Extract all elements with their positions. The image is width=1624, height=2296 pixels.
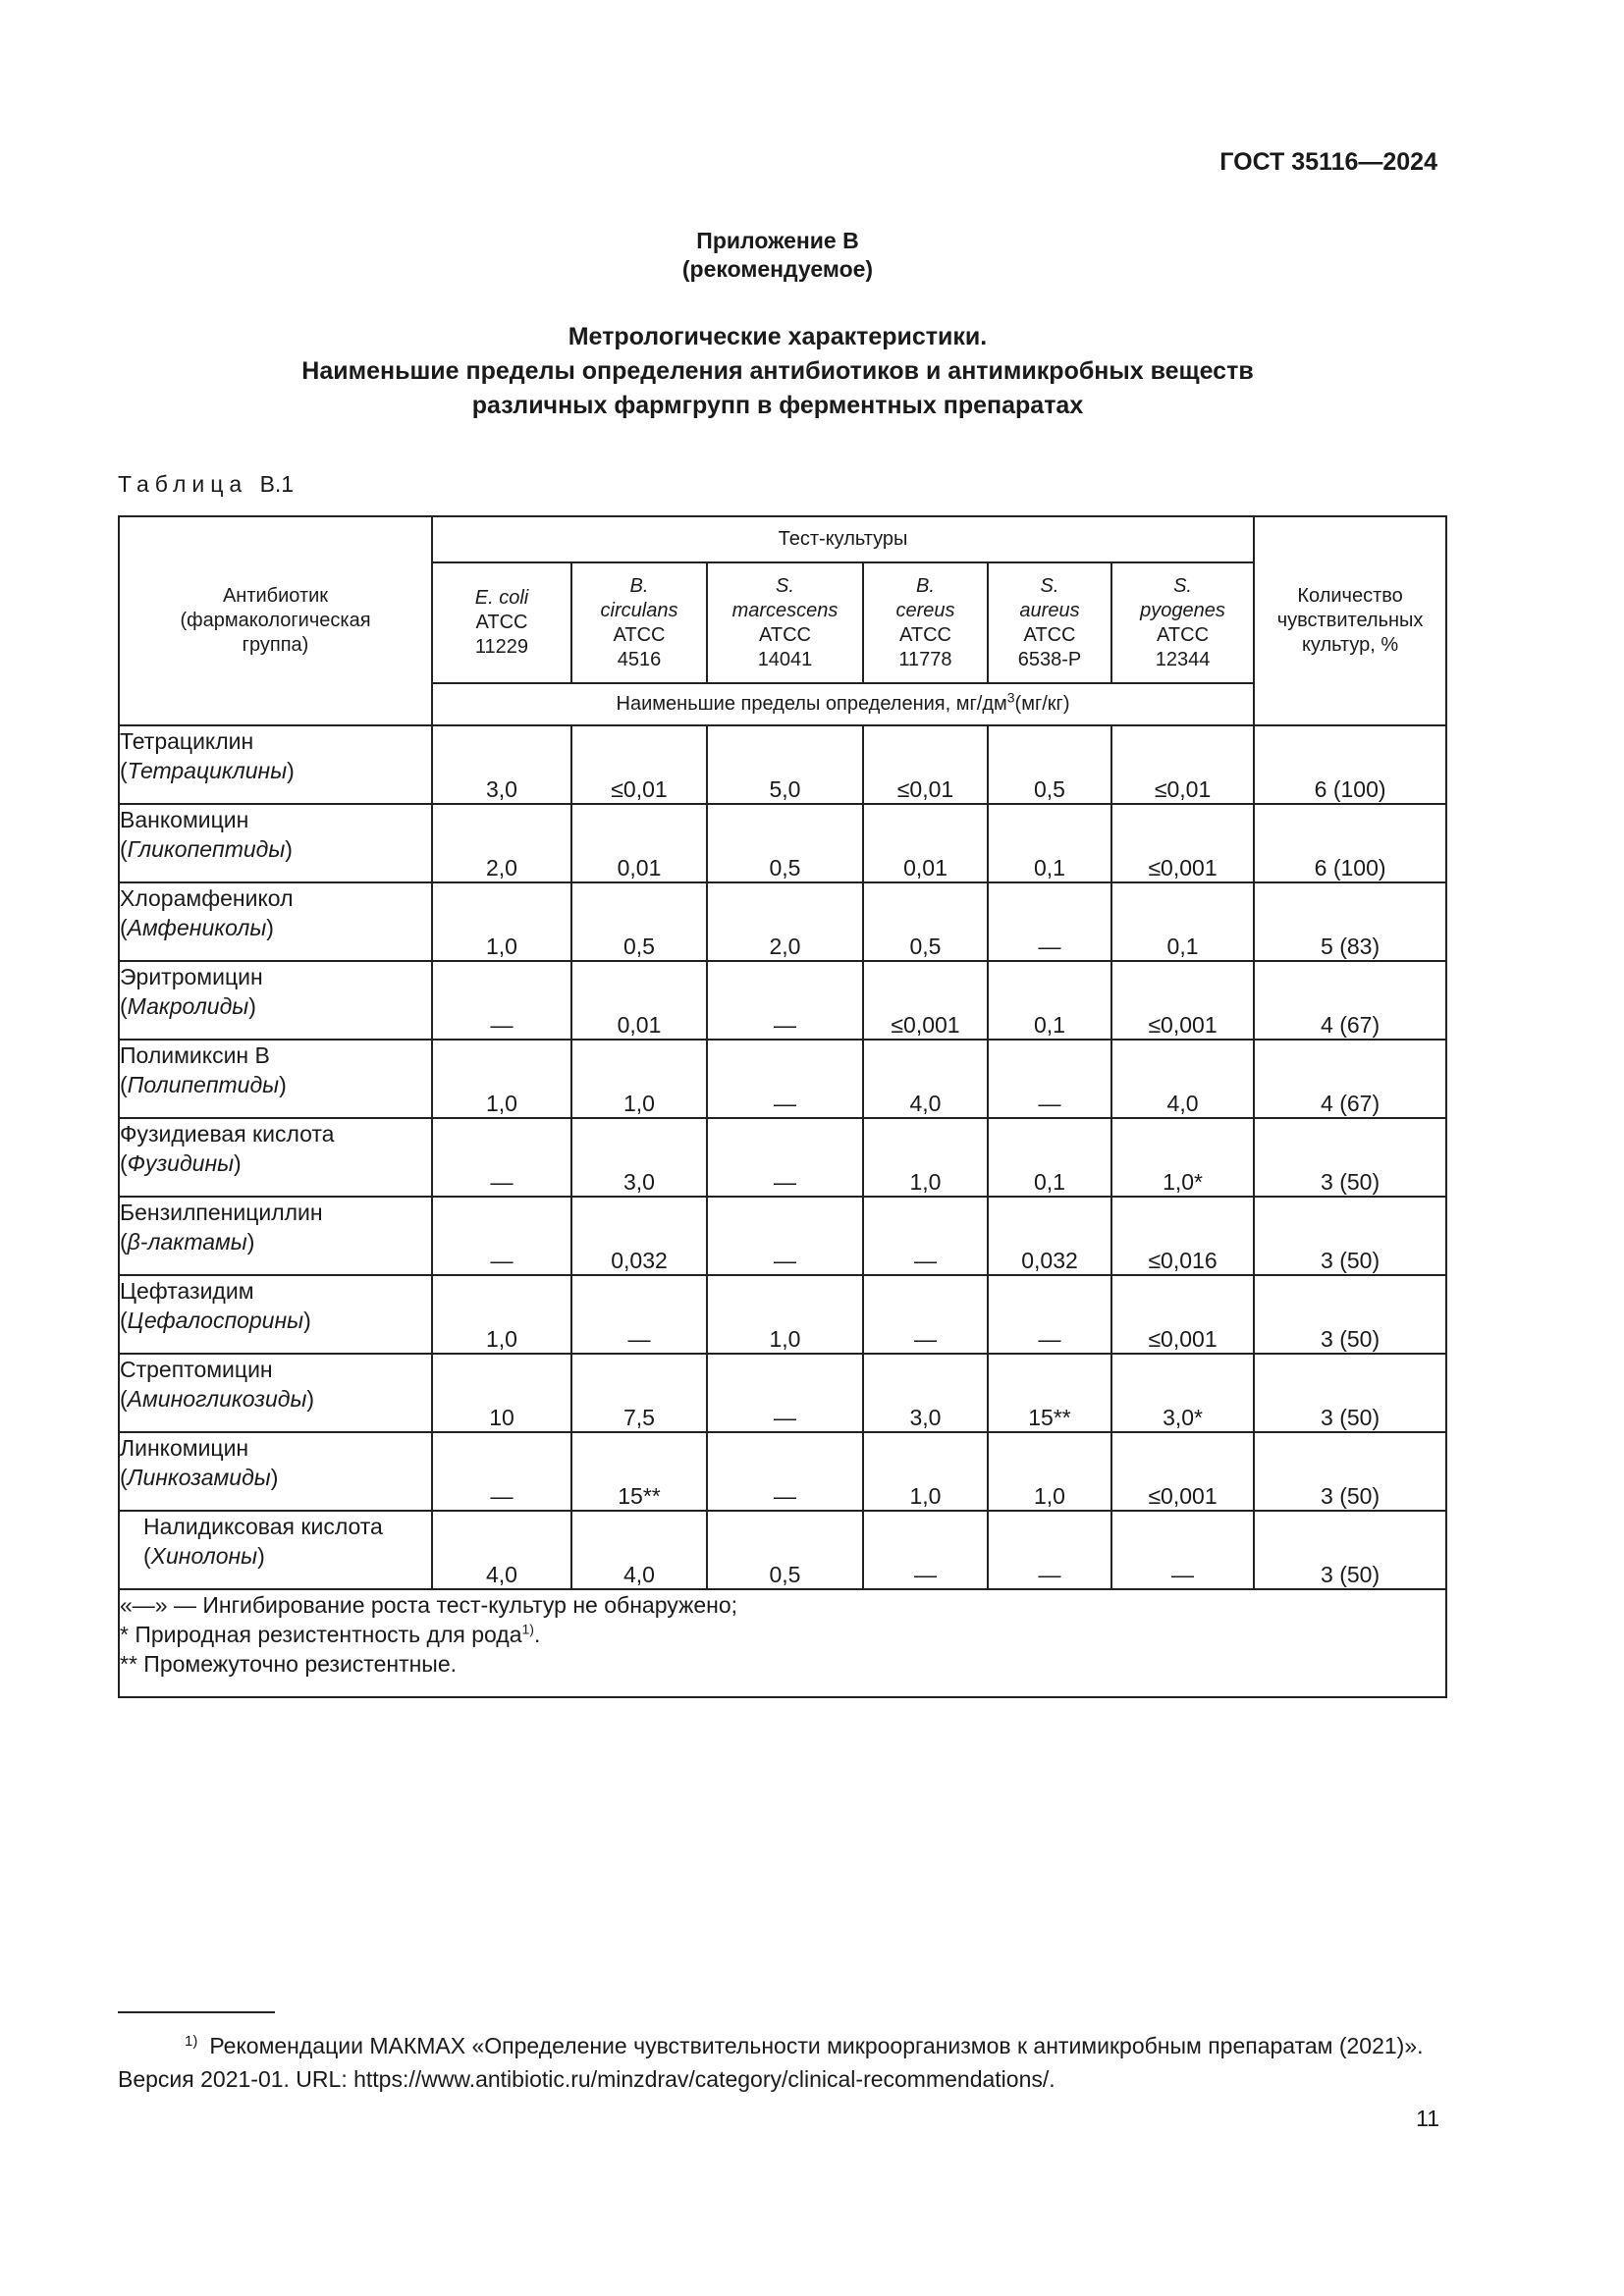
limit-value-cell: 15**	[571, 1432, 707, 1511]
antibiotic-group: (Аминогликозиды)	[120, 1386, 315, 1412]
table-label	[118, 471, 294, 498]
table-row	[119, 961, 1446, 1040]
sensitive-count-cell: 3 (50)	[1254, 1432, 1446, 1511]
limit-value-cell: —	[432, 961, 571, 1040]
antibiotic-group: (Гликопептиды)	[120, 836, 293, 862]
antibiotic-cell	[119, 804, 432, 882]
antibiotic-name: Полимиксин В	[120, 1042, 270, 1068]
sensitive-count-cell: 6 (100)	[1254, 804, 1446, 882]
antibiotic-name: Бензилпенициллин	[120, 1200, 323, 1225]
limit-value-cell: —	[988, 1511, 1111, 1589]
antibiotic-group: (Амфениколы)	[120, 915, 274, 940]
table-body	[119, 725, 1446, 1589]
limit-value-cell: ≤0,01	[1111, 725, 1254, 804]
limit-value-cell: ≤0,001	[1111, 961, 1254, 1040]
limit-value-cell: 0,032	[571, 1197, 707, 1275]
header-culture-e-coli: E. coli ATCC 11229	[432, 562, 571, 683]
antibiotic-group: (Цефалоспорины)	[120, 1308, 311, 1333]
antibiotic-cell	[119, 1118, 432, 1197]
antibiotic-cell	[119, 882, 432, 961]
header-antibiotic: Антибиотик (фармакологическая группа)	[119, 516, 432, 725]
limit-value-cell: 0,5	[707, 804, 863, 882]
limit-value-cell: 0,1	[988, 804, 1111, 882]
antibiotic-name: Фузидиевая кислота	[120, 1121, 335, 1147]
antibiotic-group: (Макролиды)	[120, 993, 256, 1019]
limit-value-cell: —	[707, 1197, 863, 1275]
sensitive-count-cell: 3 (50)	[1254, 1275, 1446, 1354]
antibiotic-cell	[119, 1511, 432, 1589]
limit-value-cell: 2,0	[707, 882, 863, 961]
limit-value-cell: 4,0	[432, 1511, 571, 1589]
limit-value-cell: 0,1	[988, 1118, 1111, 1197]
limit-value-cell: ≤0,01	[571, 725, 707, 804]
limit-value-cell: 0,01	[863, 804, 988, 882]
antibiotic-cell	[119, 725, 432, 804]
limit-value-cell: ≤0,001	[1111, 804, 1254, 882]
limit-value-cell: —	[863, 1511, 988, 1589]
limit-value-cell: —	[988, 1275, 1111, 1354]
antibiotic-group: (Фузидины)	[120, 1150, 242, 1176]
antibiotic-name: Стрептомицин	[120, 1357, 273, 1382]
page-number: 11	[1416, 2106, 1439, 2131]
table-label-word: Таблица	[118, 471, 248, 497]
antibiotic-group: (β-лактамы)	[120, 1229, 255, 1255]
table-row	[119, 882, 1446, 961]
annex-status: (рекомендуемое)	[681, 256, 874, 282]
antibiotic-cell	[119, 961, 432, 1040]
annex-title: Приложение В	[696, 228, 859, 253]
limit-value-cell: 10	[432, 1354, 571, 1432]
header-detection-limits: Наименьшие пределы определения, $мг/дм^3(мг/кг)$	[432, 683, 1254, 725]
limit-value-cell: ≤0,016	[1111, 1197, 1254, 1275]
table-row	[119, 725, 1446, 804]
footnote-text: Рекомендации МАКМАХ «Определение чувствительности микроорганизмов к антимикробным препаратам (2021)». Версия 2021-01. URL: https://www.antibiotic.ru/minzdrav/category/clinical-recommendations/.	[118, 2033, 1424, 2092]
limit-value-cell: 0,5	[863, 882, 988, 961]
antibiotic-name: Линкомицин	[120, 1435, 249, 1461]
limit-value-cell: —	[988, 882, 1111, 961]
limit-value-cell: —	[863, 1275, 988, 1354]
limit-value-cell: 3,0	[432, 725, 571, 804]
sensitive-count-cell: 6 (100)	[1254, 725, 1446, 804]
limit-value-cell: 1,0	[988, 1432, 1111, 1511]
note-intermediate-resistance: ** Промежуточно резистентные.	[120, 1651, 458, 1677]
limit-value-cell: 1,0	[707, 1275, 863, 1354]
title-line: различных фармгрупп в ферментных препаратах	[471, 392, 1084, 419]
limit-value-cell: 2,0	[432, 804, 571, 882]
table-row	[119, 1118, 1446, 1197]
limit-value-cell: —	[707, 1432, 863, 1511]
sensitive-count-cell: 3 (50)	[1254, 1511, 1446, 1589]
antibiotic-name: Эритромицин	[120, 964, 263, 989]
limit-value-cell: 1,0	[432, 882, 571, 961]
limit-value-cell: —	[707, 1354, 863, 1432]
sensitive-count-cell: 3 (50)	[1254, 1354, 1446, 1432]
table-row	[119, 1275, 1446, 1354]
antibiotic-name: Цефтазидим	[120, 1278, 254, 1304]
antibiotic-name: Налидиксовая кислота	[143, 1514, 383, 1539]
antibiotic-limits-table	[118, 515, 1447, 1698]
limit-value-cell: —	[707, 1118, 863, 1197]
antibiotic-cell	[119, 1432, 432, 1511]
antibiotic-cell	[119, 1197, 432, 1275]
antibiotic-group: (Хинолоны)	[143, 1543, 265, 1569]
limit-value-cell: 3,0	[571, 1118, 707, 1197]
antibiotic-group: (Тетрациклины)	[120, 758, 295, 783]
limit-value-cell: 0,01	[571, 804, 707, 882]
limit-value-cell: 0,01	[571, 961, 707, 1040]
sensitive-count-cell: 4 (67)	[1254, 1040, 1446, 1118]
limit-value-cell: 1,0	[863, 1118, 988, 1197]
limit-value-cell: 0,5	[988, 725, 1111, 804]
antibiotic-cell	[119, 1354, 432, 1432]
limit-value-cell: 1,0	[571, 1040, 707, 1118]
antibiotic-cell	[119, 1275, 432, 1354]
limit-value-cell: 1,0	[432, 1040, 571, 1118]
limit-value-cell: 0,1	[988, 961, 1111, 1040]
sensitive-count-cell: 3 (50)	[1254, 1197, 1446, 1275]
title-line: Наименьшие пределы определения антибиотиков и антимикробных веществ	[301, 357, 1254, 385]
footnote-mark: 1)	[185, 2033, 198, 2050]
limit-value-cell: —	[571, 1275, 707, 1354]
limit-value-cell: 4,0	[1111, 1040, 1254, 1118]
limit-value-cell: —	[432, 1432, 571, 1511]
document-code: ГОСТ 35116—2024	[1219, 148, 1437, 176]
table-notes	[119, 1589, 1446, 1697]
header-culture-b-circulans: B. circulans ATCC 4516	[571, 562, 707, 683]
limit-value-cell: —	[707, 1040, 863, 1118]
antibiotic-group: (Линкозамиды)	[120, 1465, 279, 1490]
limit-value-cell: ≤0,01	[863, 725, 988, 804]
limit-value-cell: 0,5	[707, 1511, 863, 1589]
limit-value-cell: 1,0	[432, 1275, 571, 1354]
limit-value-cell: 1,0*	[1111, 1118, 1254, 1197]
header-test-cultures: Тест-культуры	[432, 516, 1254, 562]
table-row	[119, 1197, 1446, 1275]
limit-value-cell: —	[863, 1197, 988, 1275]
limit-value-cell: 0,032	[988, 1197, 1111, 1275]
section-title	[118, 320, 1437, 423]
header-culture-b-cereus: B. cereus ATCC 11778	[863, 562, 988, 683]
limit-value-cell: 4,0	[863, 1040, 988, 1118]
table-row	[119, 1040, 1446, 1118]
note-natural-resistance: * Природная резистентность для рода$^{1)}$.	[120, 1621, 541, 1647]
antibiotic-cell	[119, 1040, 432, 1118]
limit-value-cell: 1,0	[863, 1432, 988, 1511]
limit-value-cell: 0,5	[571, 882, 707, 961]
limit-value-cell: 3,0	[863, 1354, 988, 1432]
table-row	[119, 1511, 1446, 1589]
title-line: Метрологические характеристики.	[568, 323, 988, 350]
table-row	[119, 804, 1446, 882]
antibiotic-group: (Полипептиды)	[120, 1072, 287, 1097]
footnote	[118, 2025, 1445, 2096]
header-culture-s-pyogenes: S. pyogenes ATCC 12344	[1111, 562, 1254, 683]
limit-value-cell: 5,0	[707, 725, 863, 804]
limit-value-cell: —	[707, 961, 863, 1040]
limit-value-cell: 3,0*	[1111, 1354, 1254, 1432]
note-dash-legend: «—» — Ингибирование роста тест-культур не обнаружено;	[120, 1592, 738, 1618]
sensitive-count-cell: 4 (67)	[1254, 961, 1446, 1040]
header-culture-s-aureus: S. aureus ATCC 6538-P	[988, 562, 1111, 683]
table-row	[119, 1432, 1446, 1511]
limit-value-cell: —	[432, 1197, 571, 1275]
limit-value-cell: —	[1111, 1511, 1254, 1589]
limit-value-cell: 15**	[988, 1354, 1111, 1432]
sensitive-count-cell: 5 (83)	[1254, 882, 1446, 961]
antibiotic-name: Ванкомицин	[120, 807, 249, 832]
header-culture-s-marcescens: S. marcescens ATCC 14041	[707, 562, 863, 683]
footnote-separator	[118, 2011, 275, 2013]
sensitive-count-cell: 3 (50)	[1254, 1118, 1446, 1197]
table-label-number: В.1	[259, 471, 295, 497]
header-sensitive-count: Количество чувствительных культур, %	[1254, 516, 1446, 725]
limit-value-cell: 4,0	[571, 1511, 707, 1589]
limit-value-cell: ≤0,001	[1111, 1275, 1254, 1354]
limit-value-cell: —	[432, 1118, 571, 1197]
limit-value-cell: —	[988, 1040, 1111, 1118]
annex-heading	[118, 227, 1437, 284]
limit-value-cell: ≤0,001	[1111, 1432, 1254, 1511]
antibiotic-name: Хлорамфеникол	[120, 885, 294, 911]
antibiotic-name: Тетрациклин	[120, 728, 254, 754]
table-row	[119, 1354, 1446, 1432]
limit-value-cell: 7,5	[571, 1354, 707, 1432]
limit-value-cell: 0,1	[1111, 882, 1254, 961]
limit-value-cell: ≤0,001	[863, 961, 988, 1040]
